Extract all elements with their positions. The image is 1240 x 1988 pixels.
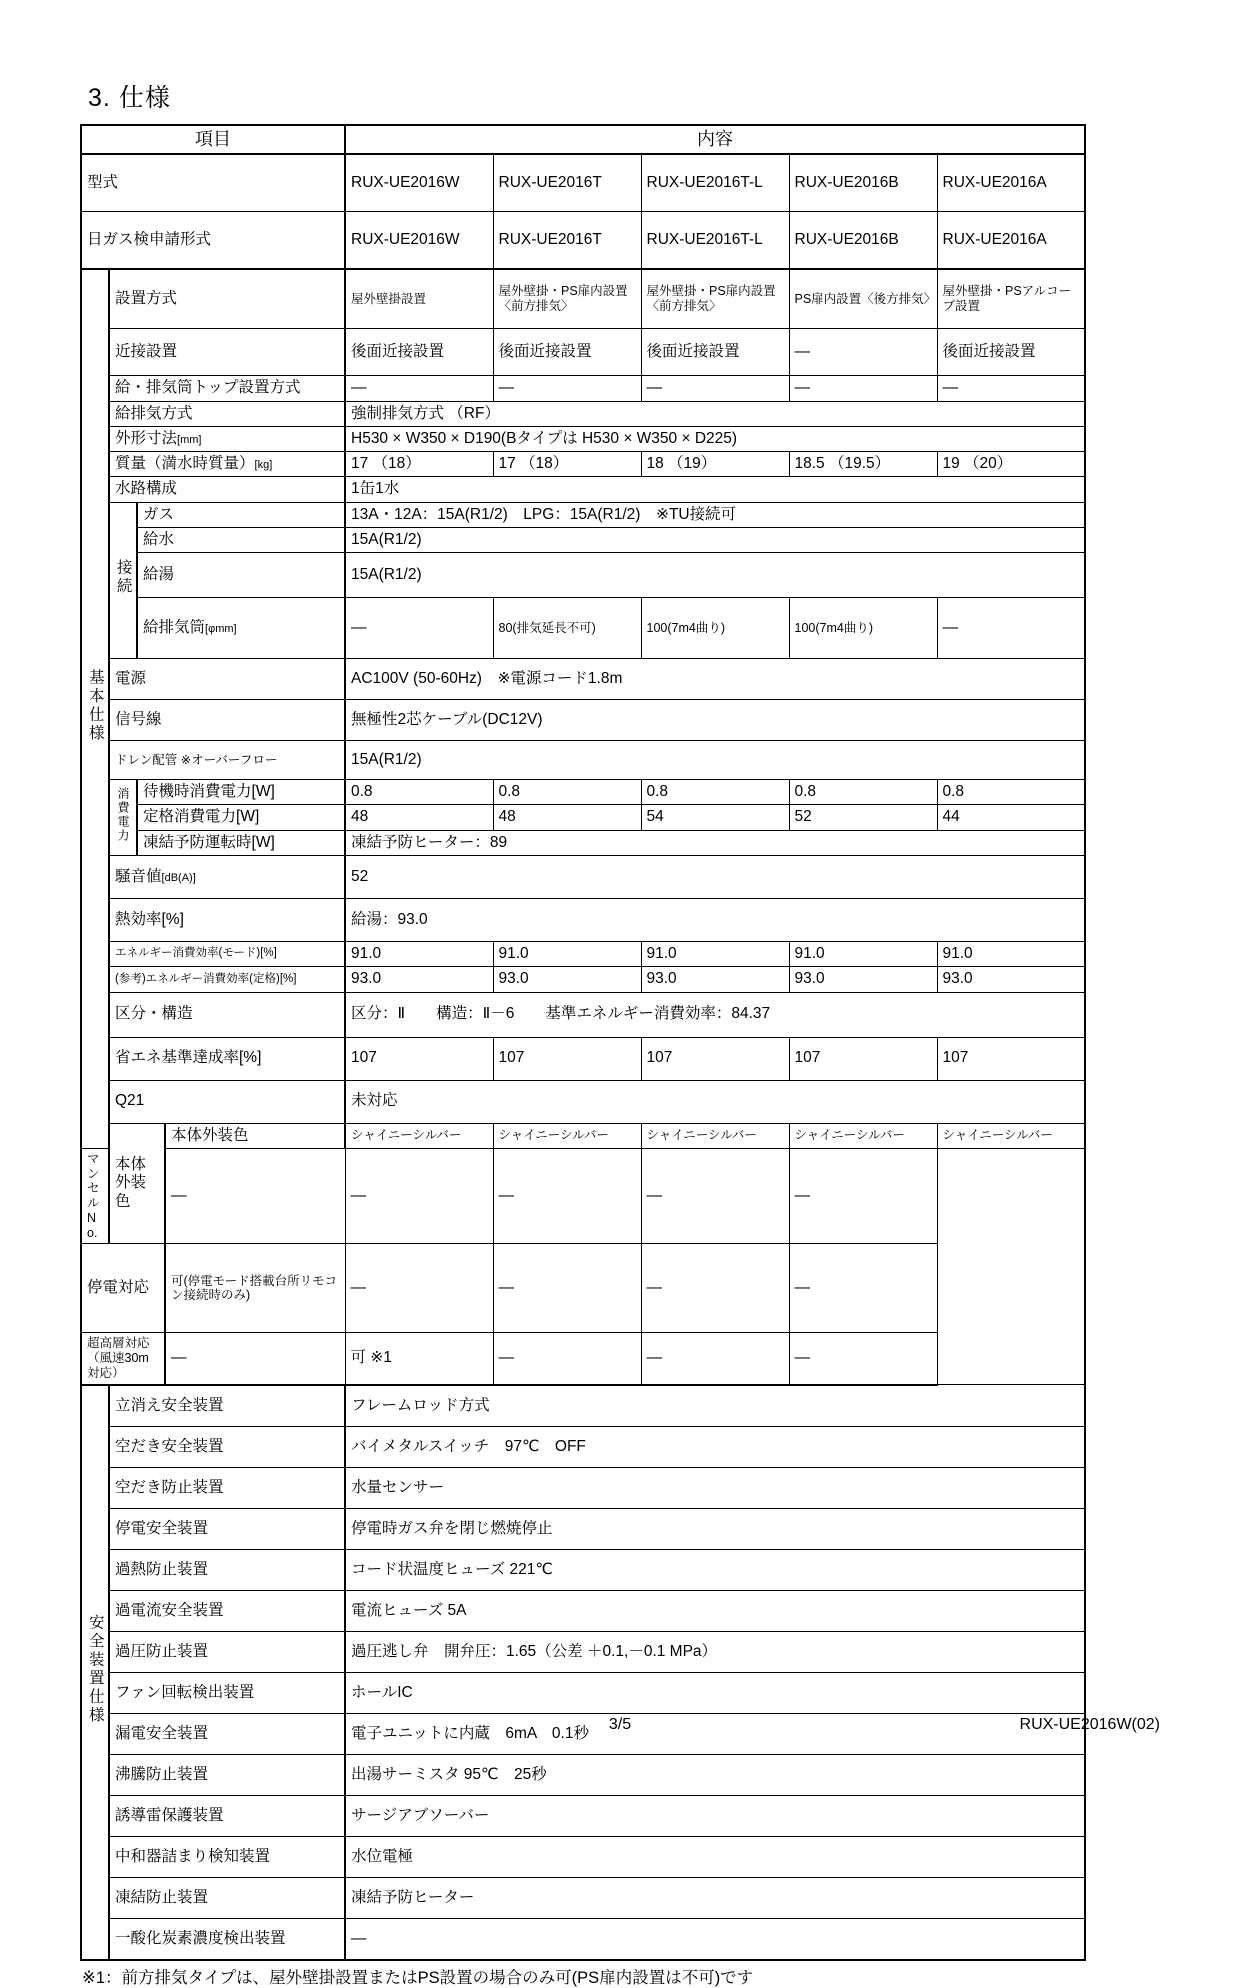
group-label-exterior-color: 本体外装色: [109, 1123, 165, 1244]
cell-connvent-2: 100(7m4曲り): [641, 598, 789, 659]
row-label-dry-burn-safety: 空だき安全装置: [109, 1426, 345, 1467]
cell-munsell-3: —: [641, 1148, 789, 1244]
cell-dry-burn-safety: バイメタルスイッチ 97℃ OFF: [345, 1426, 1085, 1467]
row-label-q21: Q21: [109, 1080, 345, 1123]
row-label-vent-type: 給排気方式: [109, 401, 345, 426]
table-row: [81, 1508, 1085, 1549]
row-label-energy-eff-mode: エネルギー消費効率(モード)[%]: [109, 942, 345, 967]
cell-highrise-2: —: [493, 1333, 641, 1385]
cell-enrate-1: 107: [493, 1037, 641, 1080]
row-label-standby-power: [137, 780, 345, 805]
cell-model-4: RUX-UE2016A: [937, 154, 1085, 212]
cell-venttop-0: —: [345, 376, 493, 401]
table-row: [81, 1590, 1085, 1631]
group-label-safety: [81, 1385, 109, 1960]
row-label-conn-vent: [137, 598, 345, 659]
cell-effmode-0: 91.0: [345, 942, 493, 967]
cell-overcurrent: 電流ヒューズ 5A: [345, 1590, 1085, 1631]
cell-install-4: 屋外壁掛・PSアルコーブ設置: [937, 269, 1085, 329]
conn-vent-label-text: 給排気筒: [143, 619, 206, 637]
cell-model-3: RUX-UE2016B: [789, 154, 937, 212]
cell-enrate-0: 107: [345, 1037, 493, 1080]
table-row: [81, 376, 1085, 401]
cell-connvent-1: 80(排気延長不可): [493, 598, 641, 659]
cell-conn-gas: 13A・12A：15A(R1/2) LPG：15A(R1/2) ※TU接続可: [345, 502, 1085, 527]
cell-outage-4: —: [789, 1244, 937, 1333]
table-row: [81, 967, 1085, 992]
cell-install-1: 屋外壁掛・PS扉内設置〈前方排気〉: [493, 269, 641, 329]
dimensions-unit: [mm]: [177, 433, 202, 446]
group-label-basic-text: 基本仕様: [86, 669, 104, 744]
cell-mass-2: 18 （19）: [641, 452, 789, 477]
row-label-mass: [109, 452, 345, 477]
cell-model-0: RUX-UE2016W: [345, 154, 493, 212]
rated-unit: [W]: [236, 808, 260, 826]
group-label-power-consumption: [109, 780, 137, 856]
cell-rated-1: 48: [493, 805, 641, 830]
row-label-signal-line: 信号線: [109, 700, 345, 741]
specification-table: [80, 124, 1086, 1961]
row-label-overcurrent: 過電流安全装置: [109, 1590, 345, 1631]
row-label-overheat: 過熱防止装置: [109, 1549, 345, 1590]
cell-effmode-1: 91.0: [493, 942, 641, 967]
cell-thermal-eff: 給湯：93.0: [345, 899, 1085, 942]
table-row: [81, 477, 1085, 502]
cell-connvent-4: —: [937, 598, 1085, 659]
cell-mass-1: 17 （18）: [493, 452, 641, 477]
cell-nichigas-2: RUX-UE2016T-L: [641, 212, 789, 270]
row-label-drain-pipe: ドレン配管 ※オーバーフロー: [109, 741, 345, 780]
row-label-noise: [109, 856, 345, 899]
row-label-conn-gas: ガス: [137, 502, 345, 527]
table-row: [81, 1672, 1085, 1713]
row-label-boil-prevent: 沸騰防止装置: [109, 1754, 345, 1795]
row-label-munsell: マンセルNo.: [81, 1148, 109, 1244]
cell-overheat: コード状温度ヒューズ 221℃: [345, 1549, 1085, 1590]
dimensions-label-text: 外形寸法: [115, 429, 178, 447]
table-row: [81, 659, 1085, 700]
table-header-row: [81, 125, 1085, 154]
row-label-category: 区分・構造: [109, 992, 345, 1037]
table-row: [81, 856, 1085, 899]
mass-unit: [kg]: [254, 459, 273, 472]
cell-highrise-4: —: [789, 1333, 937, 1385]
cell-rated-2: 54: [641, 805, 789, 830]
freeze-unit: [W]: [251, 833, 275, 851]
cell-nichigas-3: RUX-UE2016B: [789, 212, 937, 270]
table-row: [81, 553, 1085, 598]
cell-standby-0: 0.8: [345, 780, 493, 805]
cell-color-1: シャイニーシルバー: [493, 1123, 641, 1148]
row-label-conn-water: 給水: [137, 527, 345, 552]
cell-connvent-3: 100(7m4曲り): [789, 598, 937, 659]
cell-effmode-4: 91.0: [937, 942, 1085, 967]
cell-model-1: RUX-UE2016T: [493, 154, 641, 212]
cell-rated-4: 44: [937, 805, 1085, 830]
cell-overpressure: 過圧逃し弁 開弁圧：1.65（公差 ＋0.1,－0.1 MPa）: [345, 1631, 1085, 1672]
cell-munsell-4: —: [789, 1148, 937, 1244]
cell-enrate-4: 107: [937, 1037, 1085, 1080]
table-row: [81, 502, 1085, 527]
cell-water-path: 1缶1水: [345, 477, 1085, 502]
page-title: [88, 78, 1160, 114]
cell-highrise-3: —: [641, 1333, 789, 1385]
table-row: [81, 1467, 1085, 1508]
cell-effrated-1: 93.0: [493, 967, 641, 992]
header-content: 内容: [345, 125, 1085, 154]
cell-enrate-3: 107: [789, 1037, 937, 1080]
cell-nichigas-4: RUX-UE2016A: [937, 212, 1085, 270]
cell-rated-3: 52: [789, 805, 937, 830]
cell-lightning: サージアブソーバー: [345, 1795, 1085, 1836]
table-row: [81, 154, 1085, 212]
cell-venttop-4: —: [937, 376, 1085, 401]
cell-close-3: —: [789, 329, 937, 376]
cell-category: 区分：Ⅱ 構造：Ⅱ－6 基準エネルギー消費効率：84.37: [345, 992, 1085, 1037]
cell-connvent-0: —: [345, 598, 493, 659]
cell-standby-1: 0.8: [493, 780, 641, 805]
table-row: [81, 1836, 1085, 1877]
table-row: [81, 1037, 1085, 1080]
header-item: 項目: [81, 125, 345, 154]
row-label-dry-burn-prevent: 空だき防止装置: [109, 1467, 345, 1508]
cell-standby-4: 0.8: [937, 780, 1085, 805]
cell-color-4: シャイニーシルバー: [937, 1123, 1085, 1148]
row-label-overpressure: 過圧防止装置: [109, 1631, 345, 1672]
row-label-install-method: 設置方式: [109, 269, 345, 329]
table-row: [81, 1148, 1085, 1244]
row-label-lightning: 誘導雷保護装置: [109, 1795, 345, 1836]
row-label-outage: 停電対応: [81, 1244, 165, 1333]
table-row: [81, 992, 1085, 1037]
cell-effrated-0: 93.0: [345, 967, 493, 992]
cell-outage-2: —: [493, 1244, 641, 1333]
table-row: [81, 1795, 1085, 1836]
row-label-nichigas: 日ガス検申請形式: [81, 212, 345, 270]
cell-dry-burn-prevent: 水量センサー: [345, 1467, 1085, 1508]
cell-venttop-1: —: [493, 376, 641, 401]
row-label-thermal-eff: 熱効率[%]: [109, 899, 345, 942]
cell-rated-0: 48: [345, 805, 493, 830]
section-title-text: 仕様: [118, 84, 171, 112]
table-row: [81, 401, 1085, 426]
conn-vent-unit: [φmm]: [205, 623, 237, 636]
table-row: [81, 830, 1085, 855]
document-code: RUX-UE2016W(02): [1019, 1716, 1160, 1733]
cell-mass-4: 19 （20）: [937, 452, 1085, 477]
cell-vent-type: 強制排気方式 （RF）: [345, 401, 1085, 426]
table-row: [81, 1244, 1085, 1333]
cell-q21: 未対応: [345, 1080, 1085, 1123]
cell-effrated-4: 93.0: [937, 967, 1085, 992]
noise-label-text: 騒音値: [115, 867, 162, 885]
table-row: [81, 1080, 1085, 1123]
row-label-model: 型式: [81, 154, 345, 212]
cell-outage-0: 可(停電モード搭載台所リモコン接続時のみ): [165, 1244, 345, 1333]
cell-noise: 52: [345, 856, 1085, 899]
table-row: [81, 1385, 1085, 1427]
cell-effmode-2: 91.0: [641, 942, 789, 967]
table-row: [81, 741, 1085, 780]
table-row: [81, 1333, 1085, 1385]
table-row: [81, 598, 1085, 659]
cell-conn-hotwater: 15A(R1/2): [345, 553, 1085, 598]
table-row: [81, 780, 1085, 805]
cell-standby-2: 0.8: [641, 780, 789, 805]
cell-conn-water: 15A(R1/2): [345, 527, 1085, 552]
cell-install-2: 屋外壁掛・PS扉内設置〈前方排気〉: [641, 269, 789, 329]
table-row: [81, 1631, 1085, 1672]
cell-close-0: 後面近接設置: [345, 329, 493, 376]
cell-boil-prevent: 出湯サーミスタ 95℃ 25秒: [345, 1754, 1085, 1795]
table-row: [81, 942, 1085, 967]
table-row: [81, 700, 1085, 741]
table-row: [81, 1877, 1085, 1918]
row-label-outage-safety: 停電安全装置: [109, 1508, 345, 1549]
cell-outage-3: —: [641, 1244, 789, 1333]
row-label-freeze-power: [137, 830, 345, 855]
rated-label-text: 定格消費電力: [143, 808, 237, 826]
cell-close-1: 後面近接設置: [493, 329, 641, 376]
cell-dimensions: H530 × W350 × D190(Bタイプは H530 × W350 × D225): [345, 426, 1085, 451]
section-number: 3.: [88, 84, 111, 112]
cell-color-2: シャイニーシルバー: [641, 1123, 789, 1148]
table-row: [81, 426, 1085, 451]
cell-close-4: 後面近接設置: [937, 329, 1085, 376]
table-row: [81, 527, 1085, 552]
row-label-highrise: 超高層対応（風速30m対応）: [81, 1333, 165, 1385]
noise-unit: [dB(A)]: [161, 871, 196, 884]
mass-label-text: 質量（満水時質量）: [115, 455, 255, 473]
cell-enrate-2: 107: [641, 1037, 789, 1080]
cell-color-3: シャイニーシルバー: [789, 1123, 937, 1148]
cell-effrated-3: 93.0: [789, 967, 937, 992]
group-label-basic: [81, 269, 109, 1148]
standby-label-text: 待機時消費電力: [143, 783, 252, 801]
cell-flame-failure: フレームロッド方式: [345, 1385, 1085, 1427]
table-row: [81, 1549, 1085, 1590]
cell-standby-3: 0.8: [789, 780, 937, 805]
cell-close-2: 後面近接設置: [641, 329, 789, 376]
freeze-label-text: 凍結予防運転時: [143, 833, 252, 851]
cell-neutralizer: 水位電極: [345, 1836, 1085, 1877]
standby-unit: [W]: [251, 783, 275, 801]
page-number: 3/5: [608, 1716, 632, 1733]
cell-power-supply: AC100V (50-60Hz) ※電源コード1.8m: [345, 659, 1085, 700]
row-label-exterior-color: 本体外装色: [165, 1123, 345, 1148]
row-label-energy-rate: 省エネ基準達成率[%]: [109, 1037, 345, 1080]
cell-freeze-prevent: 凍結予防ヒーター: [345, 1877, 1085, 1918]
table-row: [81, 1123, 1085, 1148]
cell-install-3: PS扉内設置〈後方排気〉: [789, 269, 937, 329]
cell-mass-3: 18.5 （19.5）: [789, 452, 937, 477]
cell-freeze-power: 凍結予防ヒーター：89: [345, 830, 1085, 855]
row-label-dimensions: [109, 426, 345, 451]
cell-fan-rotation: ホールIC: [345, 1672, 1085, 1713]
row-label-close-install: 近接設置: [109, 329, 345, 376]
cell-color-0: シャイニーシルバー: [345, 1123, 493, 1148]
table-row: [81, 329, 1085, 376]
cell-co-detect: —: [345, 1918, 1085, 1960]
row-label-water-path: 水路構成: [109, 477, 345, 502]
cell-nichigas-1: RUX-UE2016T: [493, 212, 641, 270]
cell-effmode-3: 91.0: [789, 942, 937, 967]
row-label-vent-top: 給・排気筒トップ設置方式: [109, 376, 345, 401]
row-label-conn-hotwater: 給湯: [137, 553, 345, 598]
row-label-neutralizer: 中和器詰まり検知装置: [109, 1836, 345, 1877]
cell-effrated-2: 93.0: [641, 967, 789, 992]
cell-highrise-1: 可 ※1: [345, 1333, 493, 1385]
group-label-connection-text: 接続: [114, 559, 132, 597]
cell-signal-line: 無極性2芯ケーブル(DC12V): [345, 700, 1085, 741]
cell-drain-pipe: 15A(R1/2): [345, 741, 1085, 780]
row-label-leak-safety: 漏電安全装置: [109, 1713, 345, 1754]
group-label-safety-text: 安全装置仕様: [86, 1614, 104, 1725]
cell-highrise-0: —: [165, 1333, 345, 1385]
cell-venttop-3: —: [789, 376, 937, 401]
table-row: [81, 805, 1085, 830]
table-row: [81, 212, 1085, 270]
table-row: [81, 1754, 1085, 1795]
cell-munsell-2: —: [493, 1148, 641, 1244]
cell-leak-safety: 電子ユニットに内蔵 6mA 0.1秒: [345, 1713, 1085, 1754]
cell-outage-1: —: [345, 1244, 493, 1333]
table-row: [81, 1918, 1085, 1960]
cell-model-2: RUX-UE2016T-L: [641, 154, 789, 212]
row-label-freeze-prevent: 凍結防止装置: [109, 1877, 345, 1918]
cell-munsell-1: —: [345, 1148, 493, 1244]
cell-outage-safety: 停電時ガス弁を閉じ燃焼停止: [345, 1508, 1085, 1549]
row-label-flame-failure: 立消え安全装置: [109, 1385, 345, 1427]
cell-venttop-2: —: [641, 376, 789, 401]
row-label-energy-eff-rated: (参考)エネルギー消費効率(定格)[%]: [109, 967, 345, 992]
table-row: [81, 899, 1085, 942]
group-label-connection: [109, 502, 137, 659]
row-label-rated-power: [137, 805, 345, 830]
group-label-power-text: 消費電力: [116, 786, 130, 843]
cell-install-0: 屋外壁掛設置: [345, 269, 493, 329]
cell-mass-0: 17 （18）: [345, 452, 493, 477]
footnote: ※1：前方排気タイプは、屋外壁掛設置またはPS設置の場合のみ可(PS扉内設置は不可)です: [82, 1968, 754, 1987]
row-label-power-supply: 電源: [109, 659, 345, 700]
table-row: [81, 269, 1085, 329]
cell-munsell-0: —: [165, 1148, 345, 1244]
table-row: [81, 452, 1085, 477]
table-row: [81, 1426, 1085, 1467]
row-label-co-detect: 一酸化炭素濃度検出装置: [109, 1918, 345, 1960]
row-label-fan-rotation: ファン回転検出装置: [109, 1672, 345, 1713]
cell-nichigas-0: RUX-UE2016W: [345, 212, 493, 270]
